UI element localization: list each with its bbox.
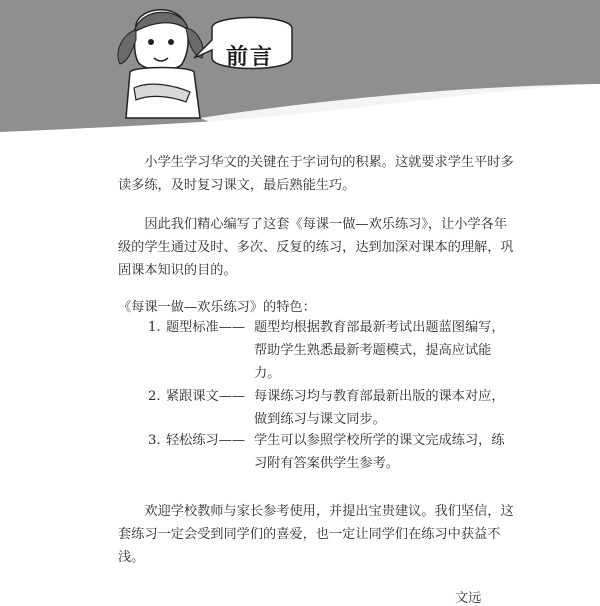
feature-description: 学生可以参照学校所学的课文完成练习，练习附有答案供学生参考。 bbox=[254, 433, 505, 471]
paragraph-closing bbox=[118, 500, 518, 569]
paragraph-1: 小学生学习华文的关键在于字词句的积累。这就要求学生平时多读多练，及时复习课文，最后熟能生巧。 bbox=[118, 155, 514, 193]
feature-name: 轻松练习—— bbox=[166, 433, 246, 448]
feature-number: 2. bbox=[148, 389, 161, 404]
feature-number: 3. bbox=[148, 433, 161, 448]
paragraph-purpose bbox=[118, 213, 518, 282]
feature-name: 紧跟课文—— bbox=[166, 389, 246, 404]
feature-number: 1. bbox=[148, 320, 161, 335]
paragraph-3: 欢迎学校教师与家长参考使用，并提出宝贵建议。我们坚信，这套练习一定会受到同学们的喜爱，也一定让同学们在练习中获益不浅。 bbox=[118, 504, 514, 565]
feature-name: 题型标准—— bbox=[166, 320, 246, 335]
features-heading: 《每课一做—欢乐练习》的特色： bbox=[118, 300, 316, 315]
feature-description: 每课练习均与教育部最新出版的课本对应，做到练习与课文同步。 bbox=[254, 389, 505, 427]
paragraph-intro bbox=[118, 151, 518, 197]
paragraph-2: 因此我们精心编写了这套《每课一做—欢乐练习》，让小学各年级的学生通过及时、多次、反复的练习，达到加深对课本的理解，巩固课本知识的目的。 bbox=[118, 217, 514, 278]
page-title: 前言 bbox=[226, 45, 275, 70]
author-signature: 文远 bbox=[455, 591, 482, 606]
feature-description: 题型均根据教育部最新考试出题蓝图编写，帮助学生熟悉最新考题模式，提高应试能力。 bbox=[254, 320, 505, 381]
header-illustration bbox=[0, 0, 600, 140]
